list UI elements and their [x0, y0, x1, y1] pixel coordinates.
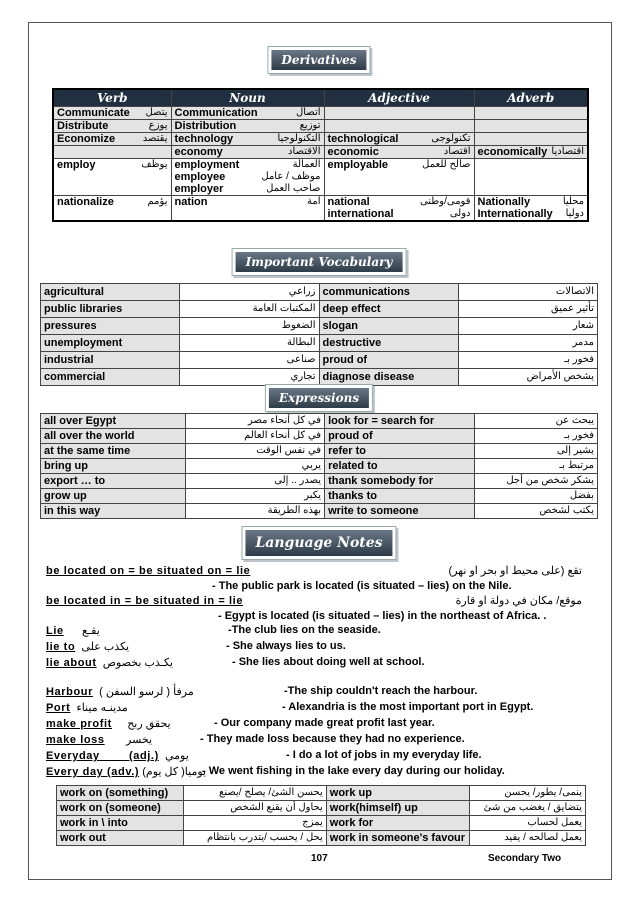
page-number: 107	[311, 853, 328, 864]
derivative-arabic: أمة	[307, 196, 321, 207]
english-term: work up	[326, 786, 469, 801]
derivatives-cell	[474, 146, 588, 159]
derivatives-cell	[171, 196, 324, 209]
vocabulary-row	[41, 318, 598, 335]
derivative-word: employee	[174, 171, 226, 183]
derivatives-cell	[324, 107, 474, 120]
derivative-arabic: تكنولوجى	[431, 133, 471, 144]
arabic-meaning: يصدر .. إلى	[185, 474, 324, 489]
derivatives-cell	[474, 183, 588, 196]
arabic-meaning: بهذه الطريقة	[185, 504, 324, 519]
derivative-arabic: اتصال	[295, 107, 321, 118]
derivatives-cell	[324, 146, 474, 159]
vocabulary-row	[41, 284, 598, 301]
english-term: thank somebody for	[325, 474, 475, 489]
vocabulary-row	[41, 301, 598, 318]
note-make-loss: make loss يخسر	[46, 734, 153, 746]
derivative-word: Distribute	[57, 120, 109, 132]
english-term: agricultural	[41, 284, 180, 301]
arabic-meaning: يحسن الشئ/ يصلح /يصنع	[183, 786, 326, 801]
derivatives-row	[53, 133, 588, 146]
english-term: destructive	[319, 335, 458, 352]
derivatives-cell	[53, 133, 171, 146]
english-term: work(himself) up	[326, 801, 469, 816]
arabic-meaning: بفضل	[475, 489, 598, 504]
derivatives-cell	[171, 183, 324, 196]
derivatives-row	[53, 196, 588, 209]
derivatives-cell	[171, 120, 324, 133]
english-term: work in someone's favour	[326, 831, 469, 846]
derivatives-cell	[474, 133, 588, 146]
derivatives-row	[53, 146, 588, 159]
phrasal-verb-row	[57, 816, 586, 831]
english-term: refer to	[325, 444, 475, 459]
note-every-day-adv: Every day (adv.) يوميا( كل يوم)	[46, 766, 207, 778]
derivative-arabic: محليا	[562, 196, 584, 207]
derivatives-row	[53, 208, 588, 221]
derivative-word: Internationally	[477, 208, 553, 220]
arabic-meaning: يكبر	[185, 489, 324, 504]
vocabulary-row	[41, 335, 598, 352]
derivatives-cell	[53, 120, 171, 133]
note-everyday-adj-example: - I do a lot of jobs in my everyday life.	[286, 749, 482, 761]
expression-row	[41, 474, 598, 489]
english-term: write to someone	[325, 504, 475, 519]
arabic-meaning: صناعى	[180, 352, 319, 369]
derivatives-cell	[53, 159, 171, 172]
note-located-in-example: - Egypt is located (is situated – lies) in the northeast of Africa. .	[218, 610, 547, 622]
english-term: public libraries	[41, 301, 180, 318]
note-make-loss-example: - They made loss because they had no experience.	[200, 733, 465, 745]
note-located-in-term: be located in = be situated in = lie	[46, 595, 244, 607]
derivative-word: economic	[327, 146, 379, 158]
derivative-word: employment	[174, 159, 240, 171]
arabic-meaning: زراعي	[180, 284, 319, 301]
expression-row	[41, 459, 598, 474]
derivatives-cell	[474, 196, 588, 209]
note-harbour-example: -The ship couldn't reach the harbour.	[284, 685, 478, 697]
derivatives-banner: Derivatives	[267, 46, 370, 74]
arabic-meaning: في نفس الوقت	[185, 444, 324, 459]
english-term: bring up	[41, 459, 186, 474]
note-port: Port مدينـه ميناء	[46, 702, 128, 714]
derivative-word: international	[327, 208, 394, 220]
expression-row	[41, 429, 598, 444]
note-lie-to: lie to يكذب على	[46, 641, 130, 653]
derivatives-cell	[171, 171, 324, 183]
derivatives-cell	[474, 107, 588, 120]
derivative-arabic: توزيع	[299, 120, 321, 131]
derivative-word: employable	[327, 159, 389, 171]
derivatives-cell	[53, 183, 171, 196]
arabic-meaning: يكتب لشخص	[475, 504, 598, 519]
derivatives-cell	[53, 146, 171, 159]
derivative-arabic: يقتصد	[142, 133, 168, 144]
note-lie-to-example: - She always lies to us.	[226, 640, 346, 652]
derivatives-cell	[324, 196, 474, 209]
derivative-arabic: صالح للعمل	[422, 159, 471, 170]
arabic-meaning: مدمر	[458, 335, 597, 352]
english-term: proud of	[319, 352, 458, 369]
derivative-arabic: يتصل	[145, 107, 168, 118]
arabic-meaning: فخور بـ	[475, 429, 598, 444]
english-term: related to	[325, 459, 475, 474]
english-term: grow up	[41, 489, 186, 504]
derivatives-cell	[324, 133, 474, 146]
arabic-meaning: يحل / يحسب /يتدرب بانتظام	[183, 831, 326, 846]
derivative-word: Distribution	[174, 120, 237, 132]
derivative-arabic: التكنولوجيا	[277, 133, 321, 144]
derivative-arabic: العمالة	[292, 159, 321, 170]
english-term: communications	[319, 284, 458, 301]
phrasal-verb-row	[57, 786, 586, 801]
derivatives-cell	[53, 196, 171, 209]
derivatives-header-verb: Verb	[53, 89, 171, 107]
english-term: diagnose disease	[319, 369, 458, 386]
note-located-on-term: be located on = be situated on = lie	[46, 565, 251, 577]
english-term: look for = search for	[325, 414, 475, 429]
derivative-word: Communication	[174, 107, 258, 119]
derivatives-cell	[171, 107, 324, 120]
derivatives-table	[52, 88, 589, 222]
derivative-word: employer	[174, 183, 224, 195]
arabic-meaning: الاتصالات	[458, 284, 597, 301]
derivatives-cell	[53, 171, 171, 183]
derivative-arabic: يوزع	[148, 120, 168, 131]
derivatives-cell	[474, 171, 588, 183]
english-term: export … to	[41, 474, 186, 489]
derivative-word: employ	[57, 159, 96, 171]
language-notes-banner: Language Notes	[241, 526, 396, 560]
arabic-meaning: تأثير عميق	[458, 301, 597, 318]
derivative-arabic: دولى	[449, 208, 471, 219]
note-everyday-adj: Everyday (adj.) يومي	[46, 750, 189, 762]
derivatives-cell	[474, 159, 588, 172]
derivatives-cell	[171, 146, 324, 159]
english-term: unemployment	[41, 335, 180, 352]
arabic-meaning: يربي	[185, 459, 324, 474]
english-term: work out	[57, 831, 184, 846]
derivatives-header-adverb: Adverb	[474, 89, 588, 107]
arabic-meaning: يعمل لصالحه / يفيد	[469, 831, 585, 846]
phrasal-verbs-table	[56, 785, 586, 846]
phrasal-verb-row	[57, 801, 586, 816]
english-term: work for	[326, 816, 469, 831]
derivatives-cell	[324, 159, 474, 172]
derivative-word: Economize	[57, 133, 116, 145]
note-make-profit-example: - Our company made great profit last year.	[214, 717, 435, 729]
derivatives-cell	[474, 120, 588, 133]
derivative-word: economy	[174, 146, 223, 158]
english-term: deep effect	[319, 301, 458, 318]
phrasal-verb-row	[57, 831, 586, 846]
derivatives-cell	[171, 159, 324, 172]
vocabulary-row	[41, 369, 598, 386]
arabic-meaning: شعار	[458, 318, 597, 335]
derivatives-cell	[324, 171, 474, 183]
note-located-on-arabic: تقع (على محيط او بحر او نهر)	[448, 565, 582, 577]
arabic-meaning: تجاري	[180, 369, 319, 386]
note-make-profit: make profit يحقق ربح	[46, 718, 171, 730]
arabic-meaning: يمزج	[183, 816, 326, 831]
english-term: in this way	[41, 504, 186, 519]
derivative-word: economically	[477, 146, 548, 158]
derivative-arabic: يوظف	[141, 159, 168, 170]
arabic-meaning: الضغوط	[180, 318, 319, 335]
arabic-meaning: يعمل لحساب	[469, 816, 585, 831]
derivatives-row	[53, 159, 588, 172]
derivatives-cell	[324, 120, 474, 133]
note-lie: Lie يقـع	[46, 625, 100, 637]
english-term: at the same time	[41, 444, 186, 459]
expression-row	[41, 414, 598, 429]
english-term: pressures	[41, 318, 180, 335]
expression-row	[41, 444, 598, 459]
note-every-day-adv-example: - We went fishing in the lake every day during our holiday.	[202, 765, 505, 777]
arabic-meaning: يحاول أن يقنع الشخص	[183, 801, 326, 816]
vocabulary-banner: Important Vocabulary	[232, 248, 407, 276]
english-term: commercial	[41, 369, 180, 386]
derivative-word: technology	[174, 133, 234, 145]
derivatives-row	[53, 183, 588, 196]
arabic-meaning: مرتبط بـ	[475, 459, 598, 474]
derivative-arabic: موظف / عامل	[261, 171, 321, 182]
expression-row	[41, 504, 598, 519]
derivatives-cell	[324, 183, 474, 196]
expression-row	[41, 489, 598, 504]
note-located-on-example: - The public park is located (is situated – lies) on the Nile.	[212, 580, 512, 592]
english-term: industrial	[41, 352, 180, 369]
derivative-word: nation	[174, 196, 208, 208]
derivatives-row	[53, 120, 588, 133]
derivatives-header-noun: Noun	[171, 89, 324, 107]
arabic-meaning: يبحث عن	[475, 414, 598, 429]
arabic-meaning: يشكر شخص من أجل	[475, 474, 598, 489]
vocabulary-table	[40, 283, 598, 386]
derivatives-cell	[53, 208, 171, 221]
derivative-arabic: اقتصاديا	[551, 146, 584, 157]
derivative-arabic: دوليا	[565, 208, 584, 219]
derivative-word: Communicate	[57, 107, 130, 119]
vocabulary-row	[41, 352, 598, 369]
english-term: work on (someone)	[57, 801, 184, 816]
derivative-arabic: اقتصاد	[443, 146, 471, 157]
english-term: slogan	[319, 318, 458, 335]
derivatives-row	[53, 171, 588, 183]
arabic-meaning: البطالة	[180, 335, 319, 352]
arabic-meaning: ينمى/ يطور/ يحسن	[469, 786, 585, 801]
note-harbour: Harbour مرفأ ( لرسو السفن )	[46, 686, 194, 698]
note-lie-about-example: - She lies about doing well at school.	[232, 656, 425, 668]
english-term: thanks to	[325, 489, 475, 504]
derivatives-cell	[324, 208, 474, 221]
footer-level: Secondary Two	[488, 853, 562, 864]
english-term: proud of	[325, 429, 475, 444]
derivatives-cell	[474, 208, 588, 221]
english-term: all over Egypt	[41, 414, 186, 429]
derivative-word: nationalize	[57, 196, 114, 208]
derivative-arabic: يؤمم	[147, 196, 168, 207]
note-located-in-arabic: موقع/ مكان في دولة او قارة	[455, 595, 582, 607]
derivatives-cell	[171, 208, 324, 221]
arabic-meaning: فخور بـ	[458, 352, 597, 369]
note-lie-about: lie about يكـذب بخصوص	[46, 657, 173, 669]
derivatives-row	[53, 107, 588, 120]
expressions-table	[40, 413, 598, 519]
english-term: work on (something)	[57, 786, 184, 801]
arabic-meaning: المكتبات العامة	[180, 301, 319, 318]
derivative-arabic: قومى/وطنى	[419, 196, 471, 207]
derivative-word: national	[327, 196, 370, 208]
arabic-meaning: في كل أنحاء العالم	[185, 429, 324, 444]
english-term: all over the world	[41, 429, 186, 444]
arabic-meaning: يشخص الأمراض	[458, 369, 597, 386]
english-term: work in \ into	[57, 816, 184, 831]
expressions-banner: Expressions	[265, 384, 373, 412]
note-lie-example: -The club lies on the seaside.	[228, 624, 381, 636]
derivative-word: technological	[327, 133, 399, 145]
arabic-meaning: يشير إلى	[475, 444, 598, 459]
derivative-word: Nationally	[477, 196, 531, 208]
derivative-arabic: صاحب العمل	[266, 183, 321, 194]
arabic-meaning: في كل أنحاء مصر	[185, 414, 324, 429]
derivatives-header-adjective: Adjective	[324, 89, 474, 107]
derivative-arabic: الاقتصاد	[288, 146, 321, 157]
note-port-example: - Alexandria is the most important port in Egypt.	[282, 701, 534, 713]
derivatives-cell	[171, 133, 324, 146]
derivatives-cell	[53, 107, 171, 120]
arabic-meaning: يتضايق / يغضب من شئ	[469, 801, 585, 816]
